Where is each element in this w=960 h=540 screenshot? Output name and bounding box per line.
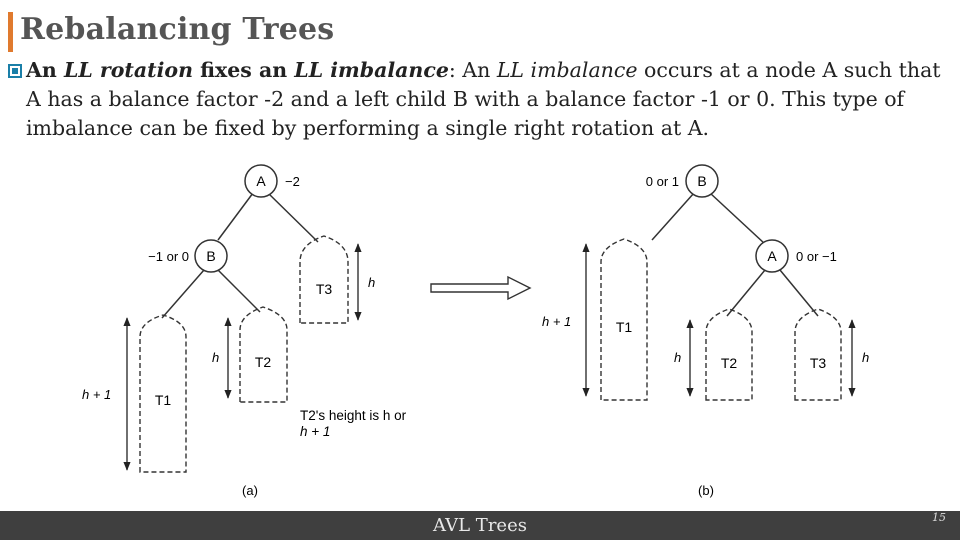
- subtree-t2-label: T2: [254, 354, 272, 370]
- node-b-balance: −1 or 0: [148, 249, 189, 264]
- node-a-label: A: [256, 173, 266, 189]
- height-t2-rotated: h: [674, 350, 682, 365]
- height-t2: h: [212, 350, 220, 365]
- node-b-rotated-balance: 0 or 1: [645, 174, 679, 189]
- subtree-t3-label: T3: [315, 281, 333, 297]
- subtree-t3-rotated-label: T3: [809, 355, 827, 371]
- lead-text-1: An: [26, 58, 64, 82]
- body-text-1: : An: [448, 58, 497, 82]
- height-t3: h: [368, 275, 376, 290]
- rotation-diagram: [0, 155, 960, 505]
- height-t1-rotated: h + 1: [542, 314, 572, 329]
- footer-bar: [0, 511, 960, 540]
- transform-arrow-icon: [431, 277, 530, 299]
- left-tree: [82, 165, 407, 498]
- lead-term-rotation: LL rotation: [63, 58, 193, 82]
- page-number: 15: [932, 511, 946, 524]
- subtree-t1-label: T1: [154, 392, 172, 408]
- caption-b: (b): [698, 483, 714, 498]
- title-accent-bar: [8, 12, 13, 52]
- body-term-imbalance: LL imbalance: [496, 58, 638, 82]
- lead-text-2: fixes an: [192, 58, 295, 82]
- height-t3-rotated: h: [862, 350, 870, 365]
- node-b-rotated-label: B: [697, 173, 707, 189]
- node-a-rotated-label: A: [767, 248, 777, 264]
- caption-a: (a): [242, 483, 258, 498]
- slide-title: Rebalancing Trees: [20, 12, 335, 47]
- node-b-label: B: [206, 248, 216, 264]
- t2-height-note-line2: h + 1: [300, 424, 331, 439]
- height-t1: h + 1: [82, 387, 112, 402]
- body-text-2: occurs at a node A such that A has a balance factor -2 and a left child B with a balance factor -1 or 0. This type of imbalance can be fixed by performing a single right rotation at A.: [26, 58, 941, 140]
- node-a-rotated-balance: 0 or −1: [796, 249, 837, 264]
- subtree-t1-rotated-label: T1: [615, 319, 633, 335]
- footer-label: AVL Trees: [433, 515, 527, 536]
- subtree-t2-rotated-label: T2: [720, 355, 738, 371]
- bullet-icon: [8, 64, 22, 78]
- right-tree: [542, 165, 869, 498]
- t2-height-note-line1: T2's height is h or: [300, 408, 407, 423]
- node-a-balance: −2: [285, 174, 300, 189]
- lead-term-imbalance: LL imbalance: [294, 58, 449, 82]
- body-paragraph: [26, 56, 954, 143]
- subtree-t3: [300, 236, 348, 323]
